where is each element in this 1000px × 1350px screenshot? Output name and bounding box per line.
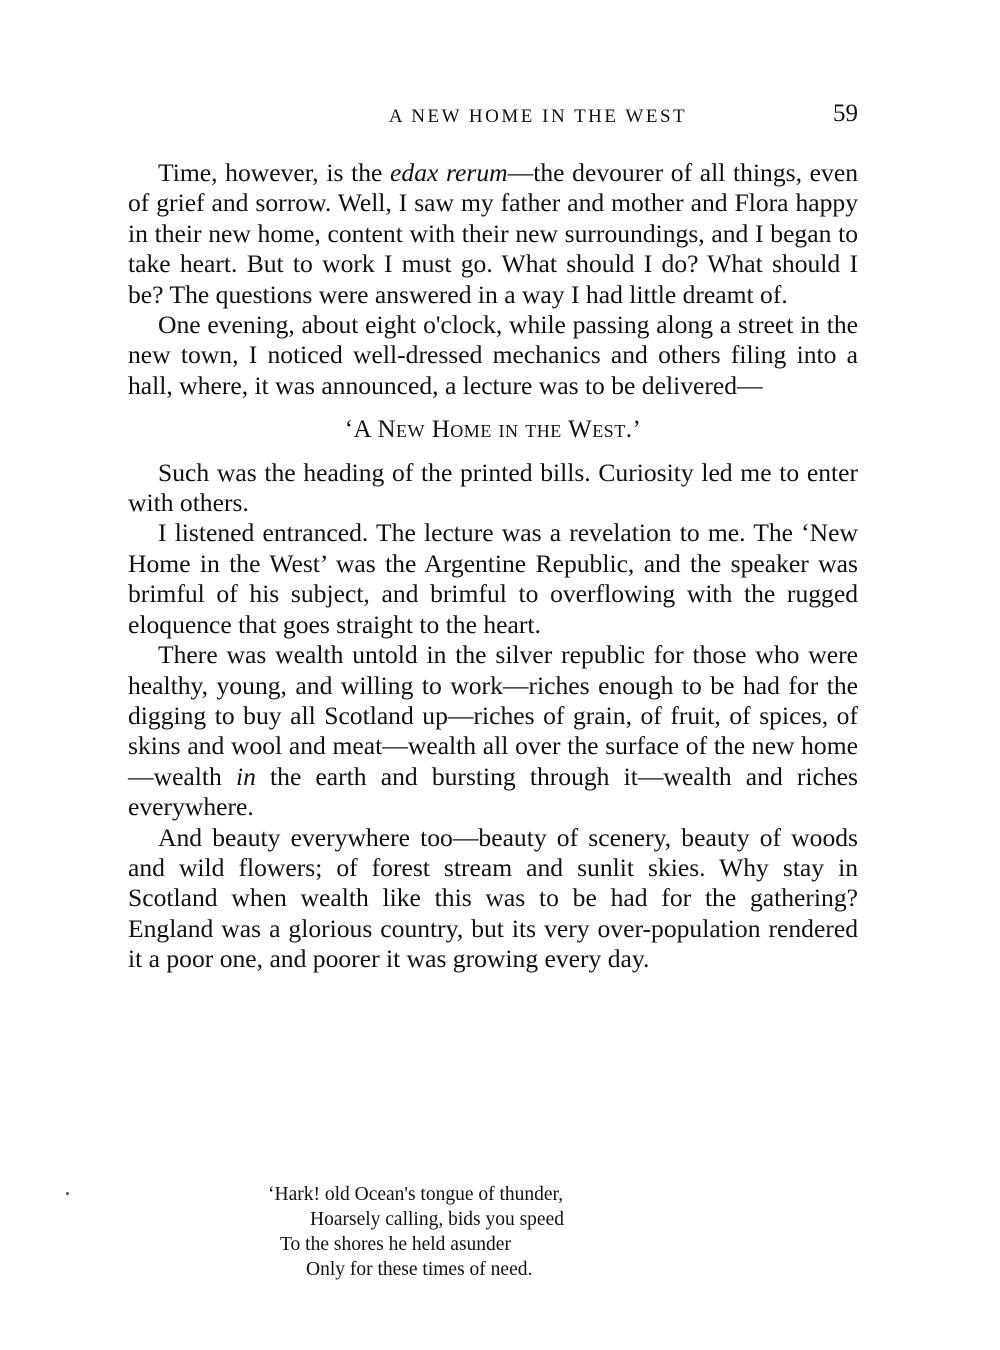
verse-line: To the shores he held asunder: [280, 1234, 511, 1255]
paragraph: [128, 640, 858, 822]
paragraph: Such was the heading of the printed bills. Curiosity led me to enter with others.: [128, 457, 858, 518]
paragraph: I listened entranced. The lecture was a revelation to me. The ‘New Home in the West’ was the Argentine Republic, and the speaker was brimful of his subject, and brimful to overflowing with the rugged eloquence that goes straight to the heart.: [128, 518, 858, 639]
verse-quotation: [268, 1182, 728, 1282]
print-speck: [66, 1192, 69, 1195]
page-header: [128, 100, 858, 134]
paragraph: One evening, about eight o'clock, while passing along a street in the new town, I noticed well-dressed mechanics and others filing into a hall, where, it was announced, a lecture was to be delivered—: [128, 310, 858, 400]
verse-line: ‘Hark! old Ocean's tongue of thunder,: [268, 1184, 564, 1205]
running-title: A NEW HOME IN THE WEST: [388, 106, 688, 127]
body-text: [128, 158, 858, 975]
italic-phrase: in: [235, 761, 256, 791]
verse-line: Only for these times of need.: [306, 1259, 533, 1280]
paragraph-text: Time, however, is the: [158, 158, 391, 187]
italic-phrase: edax rerum: [390, 158, 508, 187]
paragraph: And beauty everywhere too—beauty of scenery, beauty of woods and wild flowers; of forest stream and sunlit skies. Why stay in Scotland when wealth like this was to be had for the gathering? England was a glorious country, but its very over-population rendered it a poor one, and poorer it was growing every day.: [128, 822, 858, 974]
page-number: 59: [833, 100, 858, 127]
paragraph-text: —the devourer of all things, even of grief and sorrow. Well, I saw my father and mother and Flora happy in their new home, content with their new surroundings, and I began to take heart. But to work I must go. What should I do? What should I be? The questions were answered in a way I had little dreamt of.: [128, 158, 858, 309]
paragraph: [128, 158, 858, 310]
paragraph-text: There was wealth untold in the silver republic for those who were healthy, young, and willing to work—riches enough to be had for the digging to buy all Scotland up—riches of grain, of fruit, of spices, of skins and wool and meat—wealth all over the surface of the new home—wealth: [128, 640, 858, 791]
lecture-title-heading: ‘A New Home in the West.’: [344, 416, 642, 444]
paragraph-text: the earth and bursting through it—wealth and riches everywhere.: [128, 761, 859, 822]
verse-line: Hoarsely calling, bids you speed: [310, 1209, 564, 1230]
